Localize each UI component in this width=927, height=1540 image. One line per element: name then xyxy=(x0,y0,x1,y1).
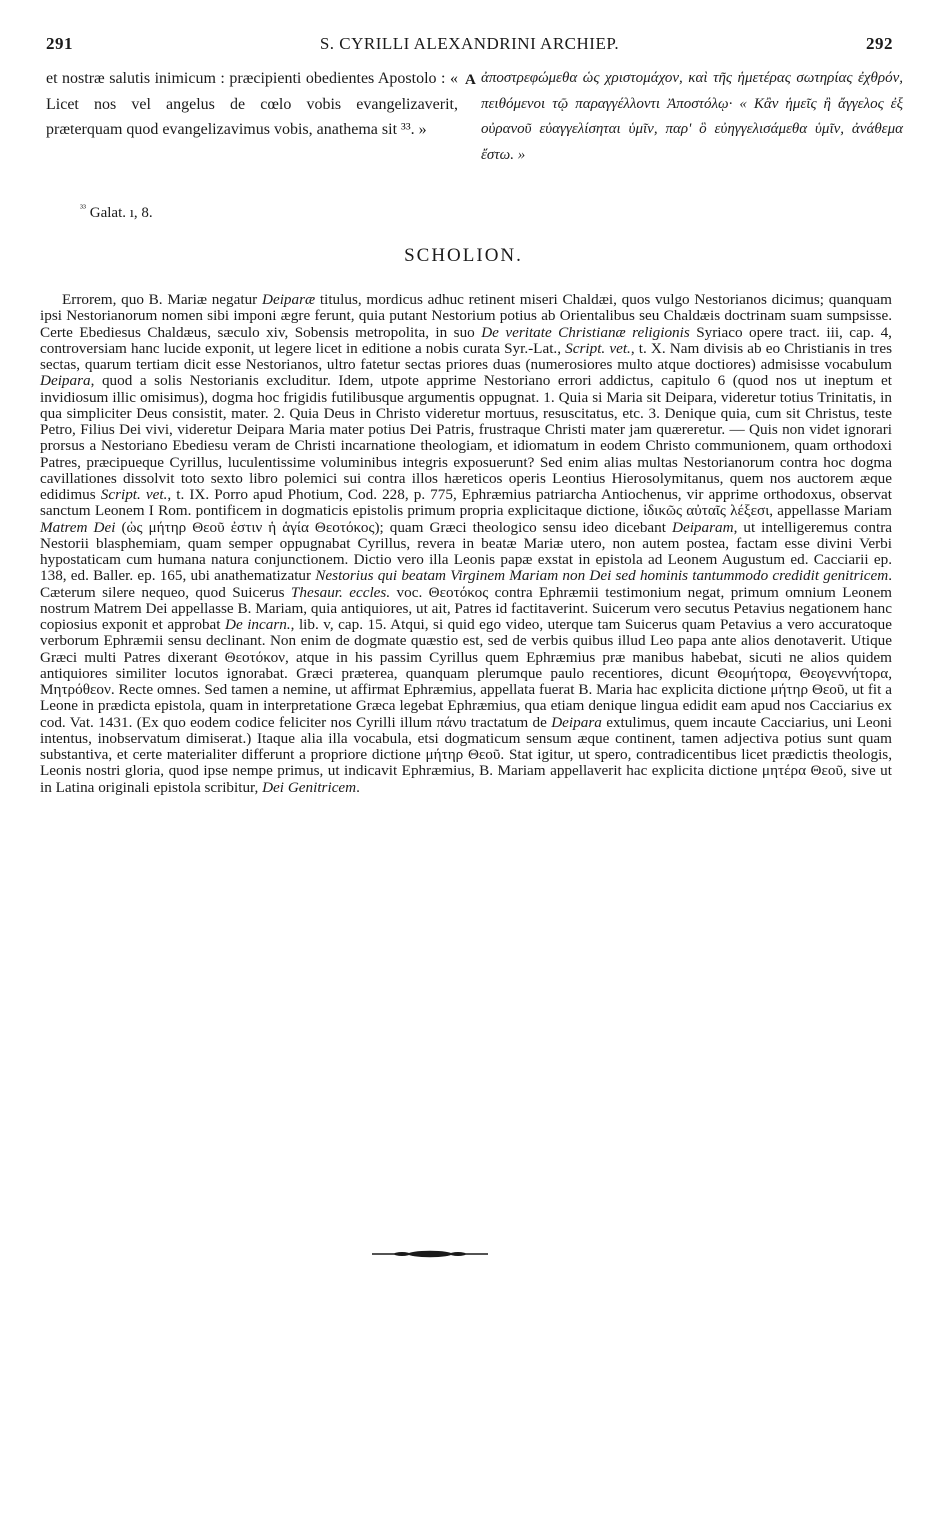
running-header xyxy=(46,34,893,60)
column-marker: A xyxy=(465,72,476,88)
scholion-italic: Deipara xyxy=(551,713,602,731)
scholion-text: , t. X. Nam divisis ab eo Christianis in tres sectas, quarum tertiam dicit esse Nestorianos, ultro fatetur sectas priores duas (numerosiores multo atque doctiores) admisisse vocabulum xyxy=(40,339,892,373)
scholion-text: , quod a solis Nestorianis excluditur. Idem, utpote apprime Nestoriano errori addictus, capitulo 6 (quod nos ut ineptum et invidiosum illic omisimus), dogma hoc frigidis futilibusque argumentis oppugnat. 1. Quia si Maria sit Deipara, videretur totius Trinitatis, in qua simpliciter Deus consistit, mater. 2. Quia Deus in Christo videretur mortuus, resuscitatus, etc. 3. Denique quia, cum sit Christus, teste Petro, Filius Dei vivi, videretur Deipara Maria mater potius Dei Patris, frustraque Christi mater jam quæreretur. — Quis non videt ignorari prorsus a Nestoriano Ebediesu veram de Christi incarnatione theologiam, et idiomatum in eodem Christo communionem, quam orthodoxi Patres, præcipueque Cyrillus, luculentissime voluminibus integris exposuerunt? Sed enim alias multas Nestorianorum contra hoc dogma cavillationes dissolvit toto sexto libro polemici sui contra illos hæreticos operis Leontius Hierosolymitanus, quem nos auctorem æque edidimus xyxy=(40,372,892,503)
scholion-text: titulus, mordicus adhuc retinent miseri Chaldæi, quos vulgo Nestorianos dicimus; quanquam ipsi Nestorianorum nomen sibi imponi ægre ferunt, quia putant Nestorium potius ab Orientalibus seu Chaldæis doctrinam suam sumpsisse. Certe Ebediesus Chaldæus, sæculo xiv, Sobensis metropolita, in suo xyxy=(40,291,892,341)
footnote-number: ³³ xyxy=(80,203,86,214)
scholion-italic: Thesaur. eccles. xyxy=(290,583,391,601)
scholion-italic: De incarn. xyxy=(225,616,291,633)
end-ornament xyxy=(370,1248,490,1260)
latin-column: et nostræ salutis inimicum : præcipienti obedientes Apostolo : « Licet nos vel angelus de cœlo vobis evangelizaverit, præterquam quod evangelizavimus vobis, anathema sit ³³. » xyxy=(46,70,458,138)
scholion-italic: Deiparæ xyxy=(261,291,316,308)
footnote-text: Galat. ı, 8. xyxy=(89,205,153,221)
scholion-text: . Cæterum silere nequeo, quod Suicerus xyxy=(40,567,892,601)
scholion-text: Syriaco opere tract. iii, cap. 4, controversiam hanc lucide exponit, ut legere licet in editione a nobis curata Syr.-Lat., xyxy=(40,323,892,357)
page-number-left: 291 xyxy=(46,34,73,53)
section-title: SCHOLION. xyxy=(404,245,523,266)
scholion-italic: Matrem Dei xyxy=(40,518,116,536)
scholion-text: , ut intelligeremus contra Nestorii blasphemiam, quam semper oppugnabat Cyrillus, revera in beatæ Mariæ utero, non autem postea, factam esse divini Verbi hypostaticam cum humana natura conjunctionem. Dictio vero illa Leonis papæ exstat in epistola ad Leonem Augustum ed. Cacciarii ep. 138, ed. Baller. ep. 165, ubi anathematizatur xyxy=(40,518,892,585)
scholion-italic: Deipara xyxy=(40,372,91,390)
scholion-italic: Dei Genitricem xyxy=(262,778,357,796)
scholion-text: (ὡς μήτηρ Θεοῦ ἐστιν ἡ ἁγία Θεοτόκος); quam Græci theologico sensu ideo dicebant xyxy=(115,518,672,536)
scholion-text: , t. IX. Porro apud Photium, Cod. 228, p. 775, Ephræmius patriarcha Antiochenus, vir apprime orthodoxus, observat sanctum Leonem I Rom. pontificem in dogmaticis epistolis primum propria explicitaque dictione, ἰδικῶς αὐταῖς λέξεσι, appellasse Mariam xyxy=(40,486,892,520)
footnote xyxy=(80,203,153,222)
scholion-italic: Nestorius qui beatam Virginem Mariam non Dei sed hominis tantummodo credidit genitricem xyxy=(315,567,889,585)
page-number-right: 292 xyxy=(866,34,893,53)
scholion-italic: Script. vet. xyxy=(100,486,168,503)
scholion-italic: Deiparam xyxy=(671,518,734,536)
scholion-italic: De veritate Christianæ religionis xyxy=(481,323,690,341)
scholion-paragraph xyxy=(40,292,892,796)
scholion-text: Errorem, quo B. Mariæ negatur xyxy=(62,291,262,308)
scholion-text: voc. Θεοτόκος contra Ephræmii testimonium negat, primum omnium Leonem nostrum Matrem Dei appellasse B. Mariam, quia antiquiores, ut ait, Patres id factitaverint. Suicerum vero secutus Petavius negationem hanc copiosius exponit et approbat xyxy=(40,583,892,633)
greek-column: ἀποστρεφώμεθα ὡς χριστομάχον, καὶ τῆς ἡμετέρας σωτηρίας ἐχθρόν, πειθόμενοι τῷ παραγγέλλοντι Ἀποστόλῳ· « Κἂν ἡμεῖς ἢ ἄγγελος ἐξ οὐρανοῦ εὐαγγελίσηται ὑμῖν, παρ' ὃ εὐηγγελισάμεθα ὑμῖν, ἀνάθεμα ἔστω. » xyxy=(481,70,903,163)
scholion-italic: Script. vet. xyxy=(565,339,631,357)
scholion-text: . xyxy=(356,778,360,796)
scholion-text: , lib. v, cap. 15. Atqui, si quid ego video, uterque tam Suicerus quam Petavius a vero accuratoque verborum Ephræmii sensu declinant. Non enim de dogmate quæstio est, sed de verbis quibus illud Leo papa ante alios denotaverit. Utique Græci multi Patres dixerant Θεοτόκον, atque in his passim Cyrillus quem Ephræmius præ manibus habebat, sicuti ne alios quidem antiquiores similiter locutos ignorabat. Græci præterea, quanquam plerumque paulo recentiores, dicunt Θεομήτορα, Θεογεννήτορα, Μητρόθεον. Recte omnes. Sed tamen a nemine, ut affirmat Ephræmius, appellata fuerat B. Maria hac explicita dictione μήτηρ Θεοῦ, ut fit a Leone in prædicta epistola, quam in interpretatione Græca legebat Ephræmius, qua etiam denique lingua edidit eam apud nos Cacciarius ex cod. Vat. 1431. (Ex quo eodem codice feliciter nos Cyrilli illum πάνυ tractatum de xyxy=(40,616,892,731)
parallel-text xyxy=(46,66,903,184)
running-title: S. CYRILLI ALEXANDRINI ARCHIEP. xyxy=(319,34,620,53)
scholion-text: extulimus, quem incaute Cacciarius, uni Leoni intentus, inobservatum dimiserat.) Itaque alia illa vocabula, etsi dogmaticum sensum æque continent, tamen adjectiva potius sunt quam substantiva, et certe materialiter differunt a propriore dictione μήτηρ Θεοῦ. Stat igitur, ut spero, contradicentibus licet prædictis theologis, Leonis nostri gloria, quod ipse nempe primus, ut indicavit Ephræmius, B. Mariam appellaverit hac explicita dictione μητέρα Θεοῦ, sive ut in Latina originali epistola scribitur, xyxy=(40,713,892,796)
